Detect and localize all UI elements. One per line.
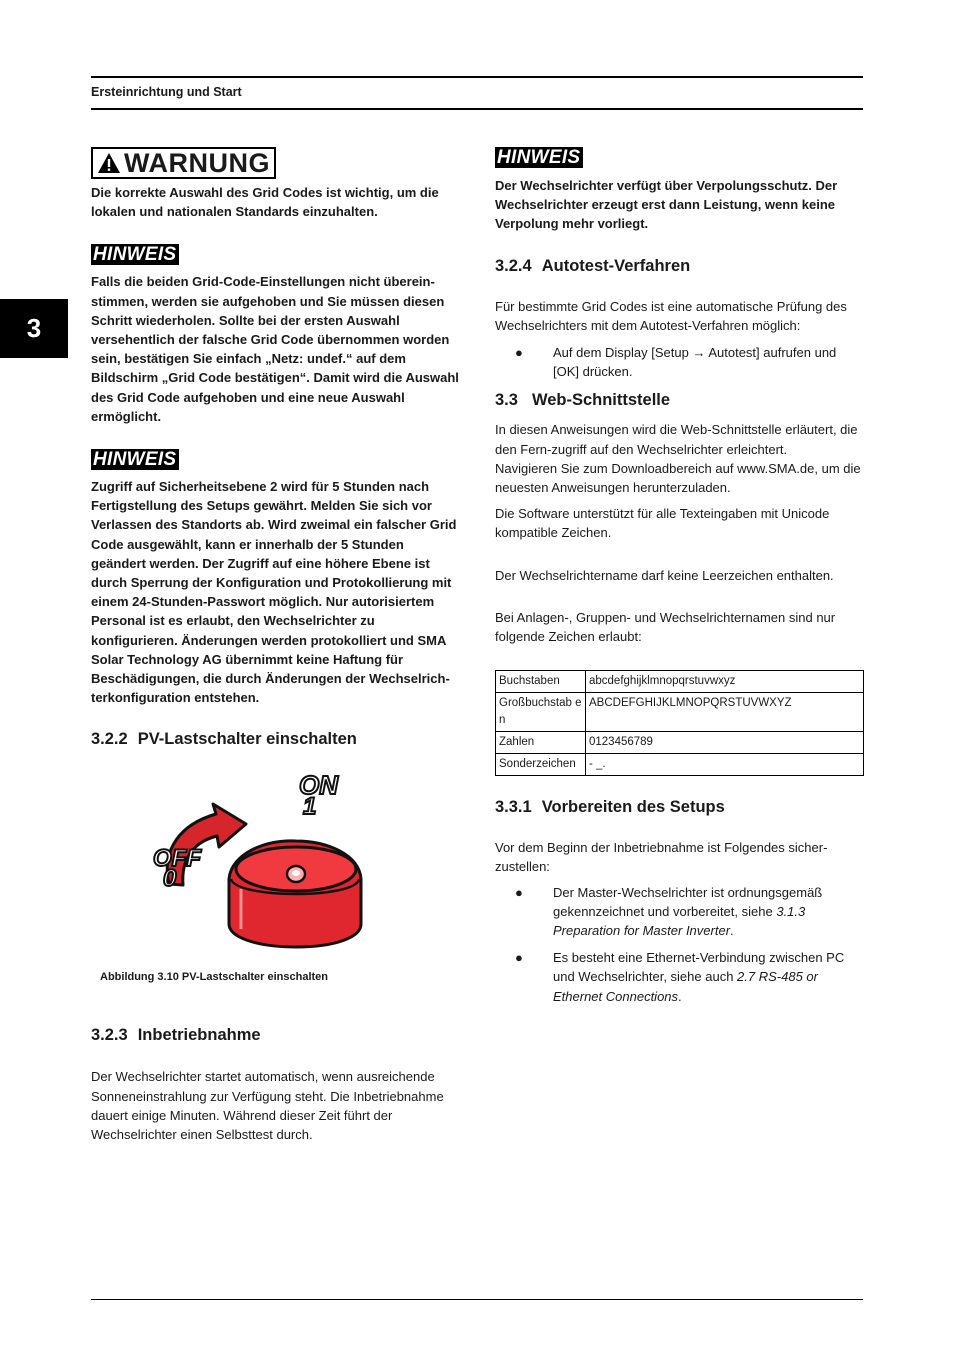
table-cell-value: ABCDEFGHIJKLMNOPQRSTUVWXYZ [586, 693, 864, 732]
table-cell-label: Sonderzeichen [496, 754, 586, 776]
section-number: 3.2.4 [495, 256, 532, 275]
footer-rule [91, 1299, 863, 1300]
table-row [496, 693, 864, 732]
list-item-text: Der Master-Wechselrichter ist ordnungsgemäß gekennzeichnet und vorbereitet, siehe [553, 884, 823, 919]
allowed-characters-table [495, 670, 864, 776]
section-number: 3.3 [495, 391, 518, 410]
list-item-end: . [678, 988, 682, 1004]
section-3-2-4-text: Für bestimmte Grid Codes ist eine automatische Prüfung des Wechselrichters mit dem Autotest-Verfahren möglich: [495, 298, 847, 333]
warning-text: Die korrekte Auswahl des Grid Codes ist wichtig, um die lokalen und nationalen Standards einzuhalten. [91, 185, 439, 220]
section-3-3-1-text: Vor dem Beginn der Inbetriebnahme ist Folgendes sicherzustellen: [495, 840, 828, 875]
list-item-text: Es besteht eine Ethernet-Verbindung zwischen PC und Wechselrichter, siehe auch [553, 950, 845, 985]
cross-reference: 2.7 RS-485 or Ethernet Connections [553, 969, 818, 1004]
section-heading-3-2-2 [91, 729, 461, 749]
warning-heading [91, 147, 276, 179]
list-item-text: Auf dem Display [Setup → Autotest] aufrufen und [OK] drücken. [553, 345, 837, 380]
bullet-icon: ● [515, 950, 523, 966]
section-3-3-paragraph-2: Navigieren Sie zum Downloadbereich auf www.SMA.de, um die neuesten Anweisungen herunterzuladen. [495, 460, 861, 496]
section-number: 3.2.2 [91, 730, 128, 749]
table-row [496, 671, 864, 693]
list-item [495, 948, 865, 1006]
hinweis-text-1: Falls die beiden Grid-Code-Einstellungen nicht übereinstimmen, werden sie aufgehoben und Sie müssen diesen Schritt wiederholen. Sollte bei der ersten Auswahl versehentlich der falsche Grid Code übernommen worden sein, bestätigen Sie einfach „Netz: undef.“ auf dem Bildschirm „Grid Code bestätigen“. Damit wird die Auswahl des Grid Code aufgehoben und eine neue Auswahl ermöglicht. [91, 274, 459, 424]
section-3-2-3-text: Der Wechselrichter startet automatisch, wenn ausreichende Sonneneinstrahlung zur Verfügung steht. Die Inbetriebnahme dauert einige Minuten. Während dieser Zeit führt der Wechselrichter einen Selbsttest durch. [91, 1069, 444, 1143]
bullet-icon: ● [515, 884, 523, 900]
section-title: Inbetriebnahme [137, 1026, 261, 1045]
switch-label-on: ON [299, 770, 338, 801]
section-heading-3-3-1 [495, 797, 865, 817]
section-3-3-paragraph-5: Bei Anlagen-, Gruppen- und Wechselrichternamen sind nur folgende Zeichen erlaubt: [495, 609, 836, 645]
table-cell-label: Buchstaben [496, 671, 586, 693]
running-header: Ersteinrichtung und Start [91, 85, 242, 99]
table-cell-value: 0123456789 [586, 732, 864, 754]
section-3-3-paragraph-4: Der Wechselrichtername darf keine Leerzeichen enthalten. [495, 567, 834, 583]
list-item-end: . [730, 923, 734, 939]
section-heading-3-3 [495, 390, 865, 410]
figure-caption: Abbildung 3.10 PV-Lastschalter einschalten [100, 971, 329, 984]
section-title: Web-Schnittstelle [531, 391, 671, 410]
table-cell-label: Zahlen [496, 732, 586, 754]
section-title: Vorbereiten des Setups [541, 798, 725, 817]
section-number: 3.3.1 [495, 798, 532, 817]
warning-label: WARNUNG [124, 148, 270, 178]
section-heading-3-2-4 [495, 256, 865, 276]
header-top-rule [91, 76, 863, 78]
section-title: Autotest-Verfahren [541, 256, 691, 275]
switch-label-one: 1 [303, 793, 317, 821]
section-title: PV-Lastschalter einschalten [137, 730, 357, 749]
table-row [496, 754, 864, 776]
chapter-tab: 3 [0, 299, 68, 358]
section-heading-3-2-3 [91, 1025, 461, 1045]
warning-triangle-icon [97, 152, 121, 174]
list-item [495, 883, 865, 941]
bullet-icon: ● [515, 345, 523, 361]
cross-reference: 3.1.3 Preparation for Master Inverter [553, 903, 806, 939]
hinweis-text-2: Zugriff auf Sicherheitsebene 2 wird für 5 Stunden nach Fertigstellung des Setups gewährt. Melden Sie sich vor Verlassen des Standorts ab. Wird zweimal ein falscher Grid Code ausgewählt, kann er innerhalb der 5 Stunden geändert werden. Der Zugriff auf eine höhere Ebene ist durch Sperrung der Konfiguration und Protokollierung mit einem 24-Stunden-Passwort möglich. Nur autorisiertem Personal ist es erlaubt, den Wechselrichter zu konfigurieren. Änderungen werden protokolliert und SMA Solar Technology AG übernimmt keine Haftung für Beschädigungen, die durch Änderungen der Wechselrichterkonfiguration entstehen. [91, 479, 457, 706]
switch-label-off: OFF [153, 845, 201, 873]
table-row [496, 732, 864, 754]
header-bottom-rule [91, 108, 863, 110]
hinweis-label-3: HINWEIS [495, 147, 583, 168]
pv-switch-illustration [91, 769, 461, 969]
switch-label-zero: 0 [163, 865, 177, 893]
right-column [495, 147, 865, 1006]
section-number: 3.2.3 [91, 1026, 128, 1045]
hinweis-label-2: HINWEIS [91, 449, 179, 470]
table-cell-value: abcdefghijklmnopqrstuvwxyz [586, 671, 864, 693]
table-cell-label: Großbuchstab en [496, 693, 586, 732]
left-column [91, 147, 461, 1144]
pv-switch-figure [91, 769, 461, 969]
section-3-3-paragraph-3: Die Software unterstützt für alle Texteingaben mit Unicode kompatible Zeichen. [495, 506, 830, 541]
section-3-3-paragraph-1: In diesen Anweisungen wird die Web-Schnittstelle erläutert, die den Fern-zugriff auf den Wechselrichter erleichtert. [495, 422, 858, 457]
hinweis-label-1: HINWEIS [91, 244, 179, 265]
hinweis-text-3: Der Wechselrichter verfügt über Verpolungsschutz. Der Wechselrichter erzeugt erst dann Leistung, wenn keine Verpolung mehr vorliegt. [495, 178, 838, 232]
list-item [495, 343, 865, 381]
table-cell-value: - _. [586, 754, 864, 776]
